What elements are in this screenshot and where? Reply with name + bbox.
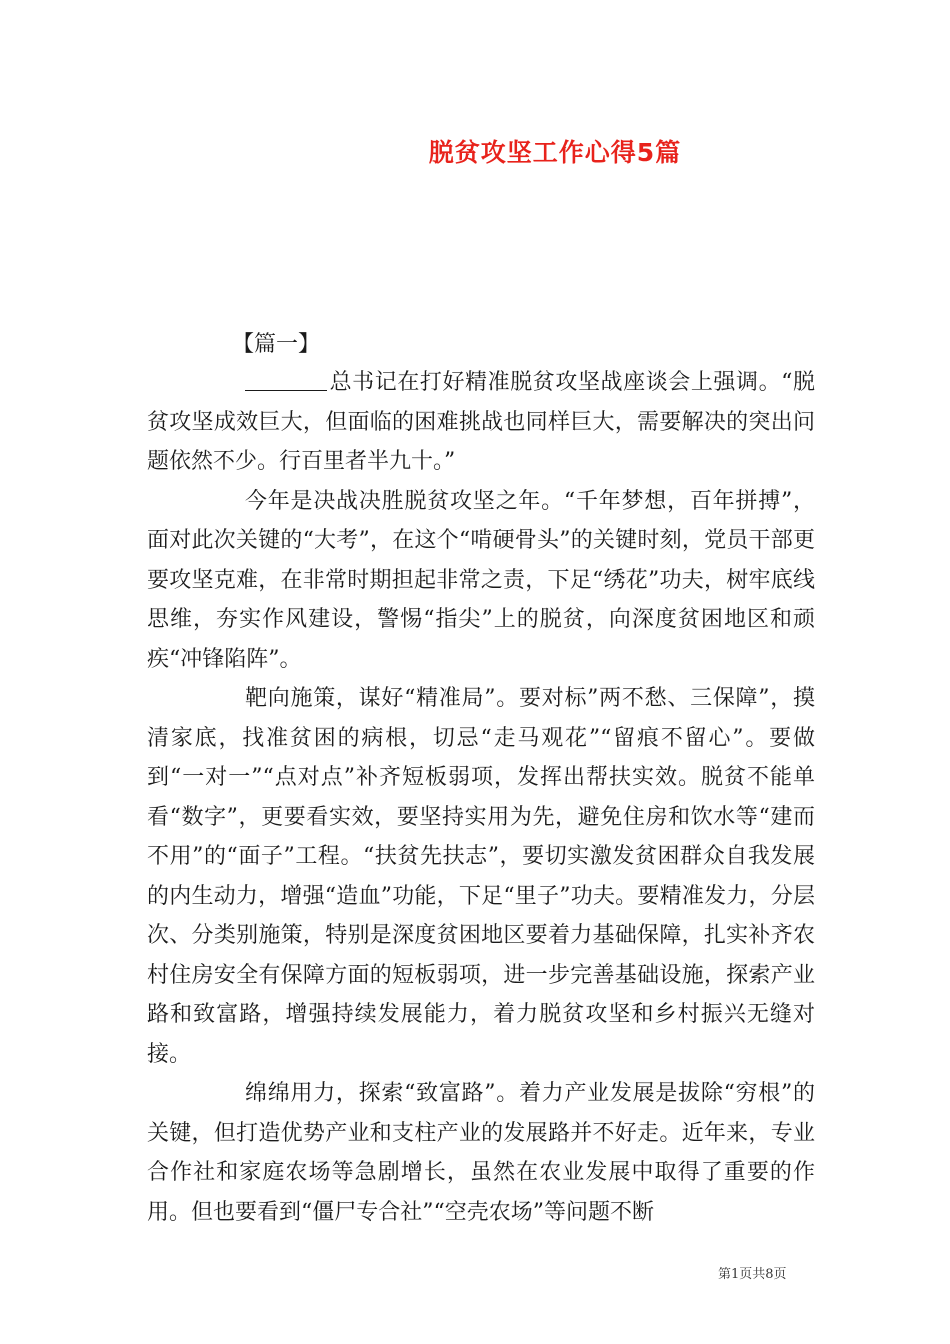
paragraph-1-text: 总书记在打好精准脱贫攻坚战座谈会上强调。“脱贫攻坚成效巨大，但面临的困难挑战也同样巨大，需要解决的突出问题依然不少。行百里者半九十。” [147, 370, 815, 474]
document-title: 脱贫攻坚工作心得5篇 [428, 138, 682, 167]
paragraph-2: 今年是决战决胜脱贫攻坚之年。“千年梦想，百年拼搏”，面对此次关键的“大考”，在这个“啃硬骨头”的关键时刻，党员干部更要攻坚克难，在非常时期担起非常之责，下足“绣花”功夫，树牢底线思维，夯实作风建设，警惕“指尖”上的脱贫，向深度贫困地区和顽疾“冲锋陷阵”。 [147, 488, 815, 672]
paragraph-4: 绵绵用力，探索“致富路”。着力产业发展是拔除“穷根”的关键，但打造优势产业和支柱产业的发展路并不好走。近年来，专业合作社和家庭农场等急剧增长，虽然在农业发展中取得了重要的作用。但也要看到“僵尸专合社”“空壳农场”等问题不断 [147, 1081, 815, 1225]
section-label: 【篇一】 [232, 332, 321, 357]
paragraph-1 [147, 363, 815, 482]
blank-underline [245, 368, 327, 391]
paragraph-3: 靶向施策，谋好“精准局”。要对标”两不愁、三保障”，摸清家底，找准贫困的病根，切忌“走马观花”“留痕不留心”。要做到“一对一”“点对点”补齐短板弱项，发挥出帮扶实效。脱贫不能单看“数字”，更要看实效，要坚持实用为先，避免住房和饮水等“建而不用”的“面子”工程。“扶贫先扶志”，要切实激发贫困群众自我发展的内生动力，增强“造血”功能，下足“里子”功夫。要精准发力，分层次、分类别施策，特别是深度贫困地区要着力基础保障，扎实补齐农村住房安全有保障方面的短板弱项，进一步完善基础设施，探索产业路和致富路，增强持续发展能力，着力脱贫攻坚和乡村振兴无缝对接。 [147, 686, 815, 1067]
page-number-footer: 第1页共8页 [718, 1267, 787, 1282]
document-body [147, 363, 815, 1232]
